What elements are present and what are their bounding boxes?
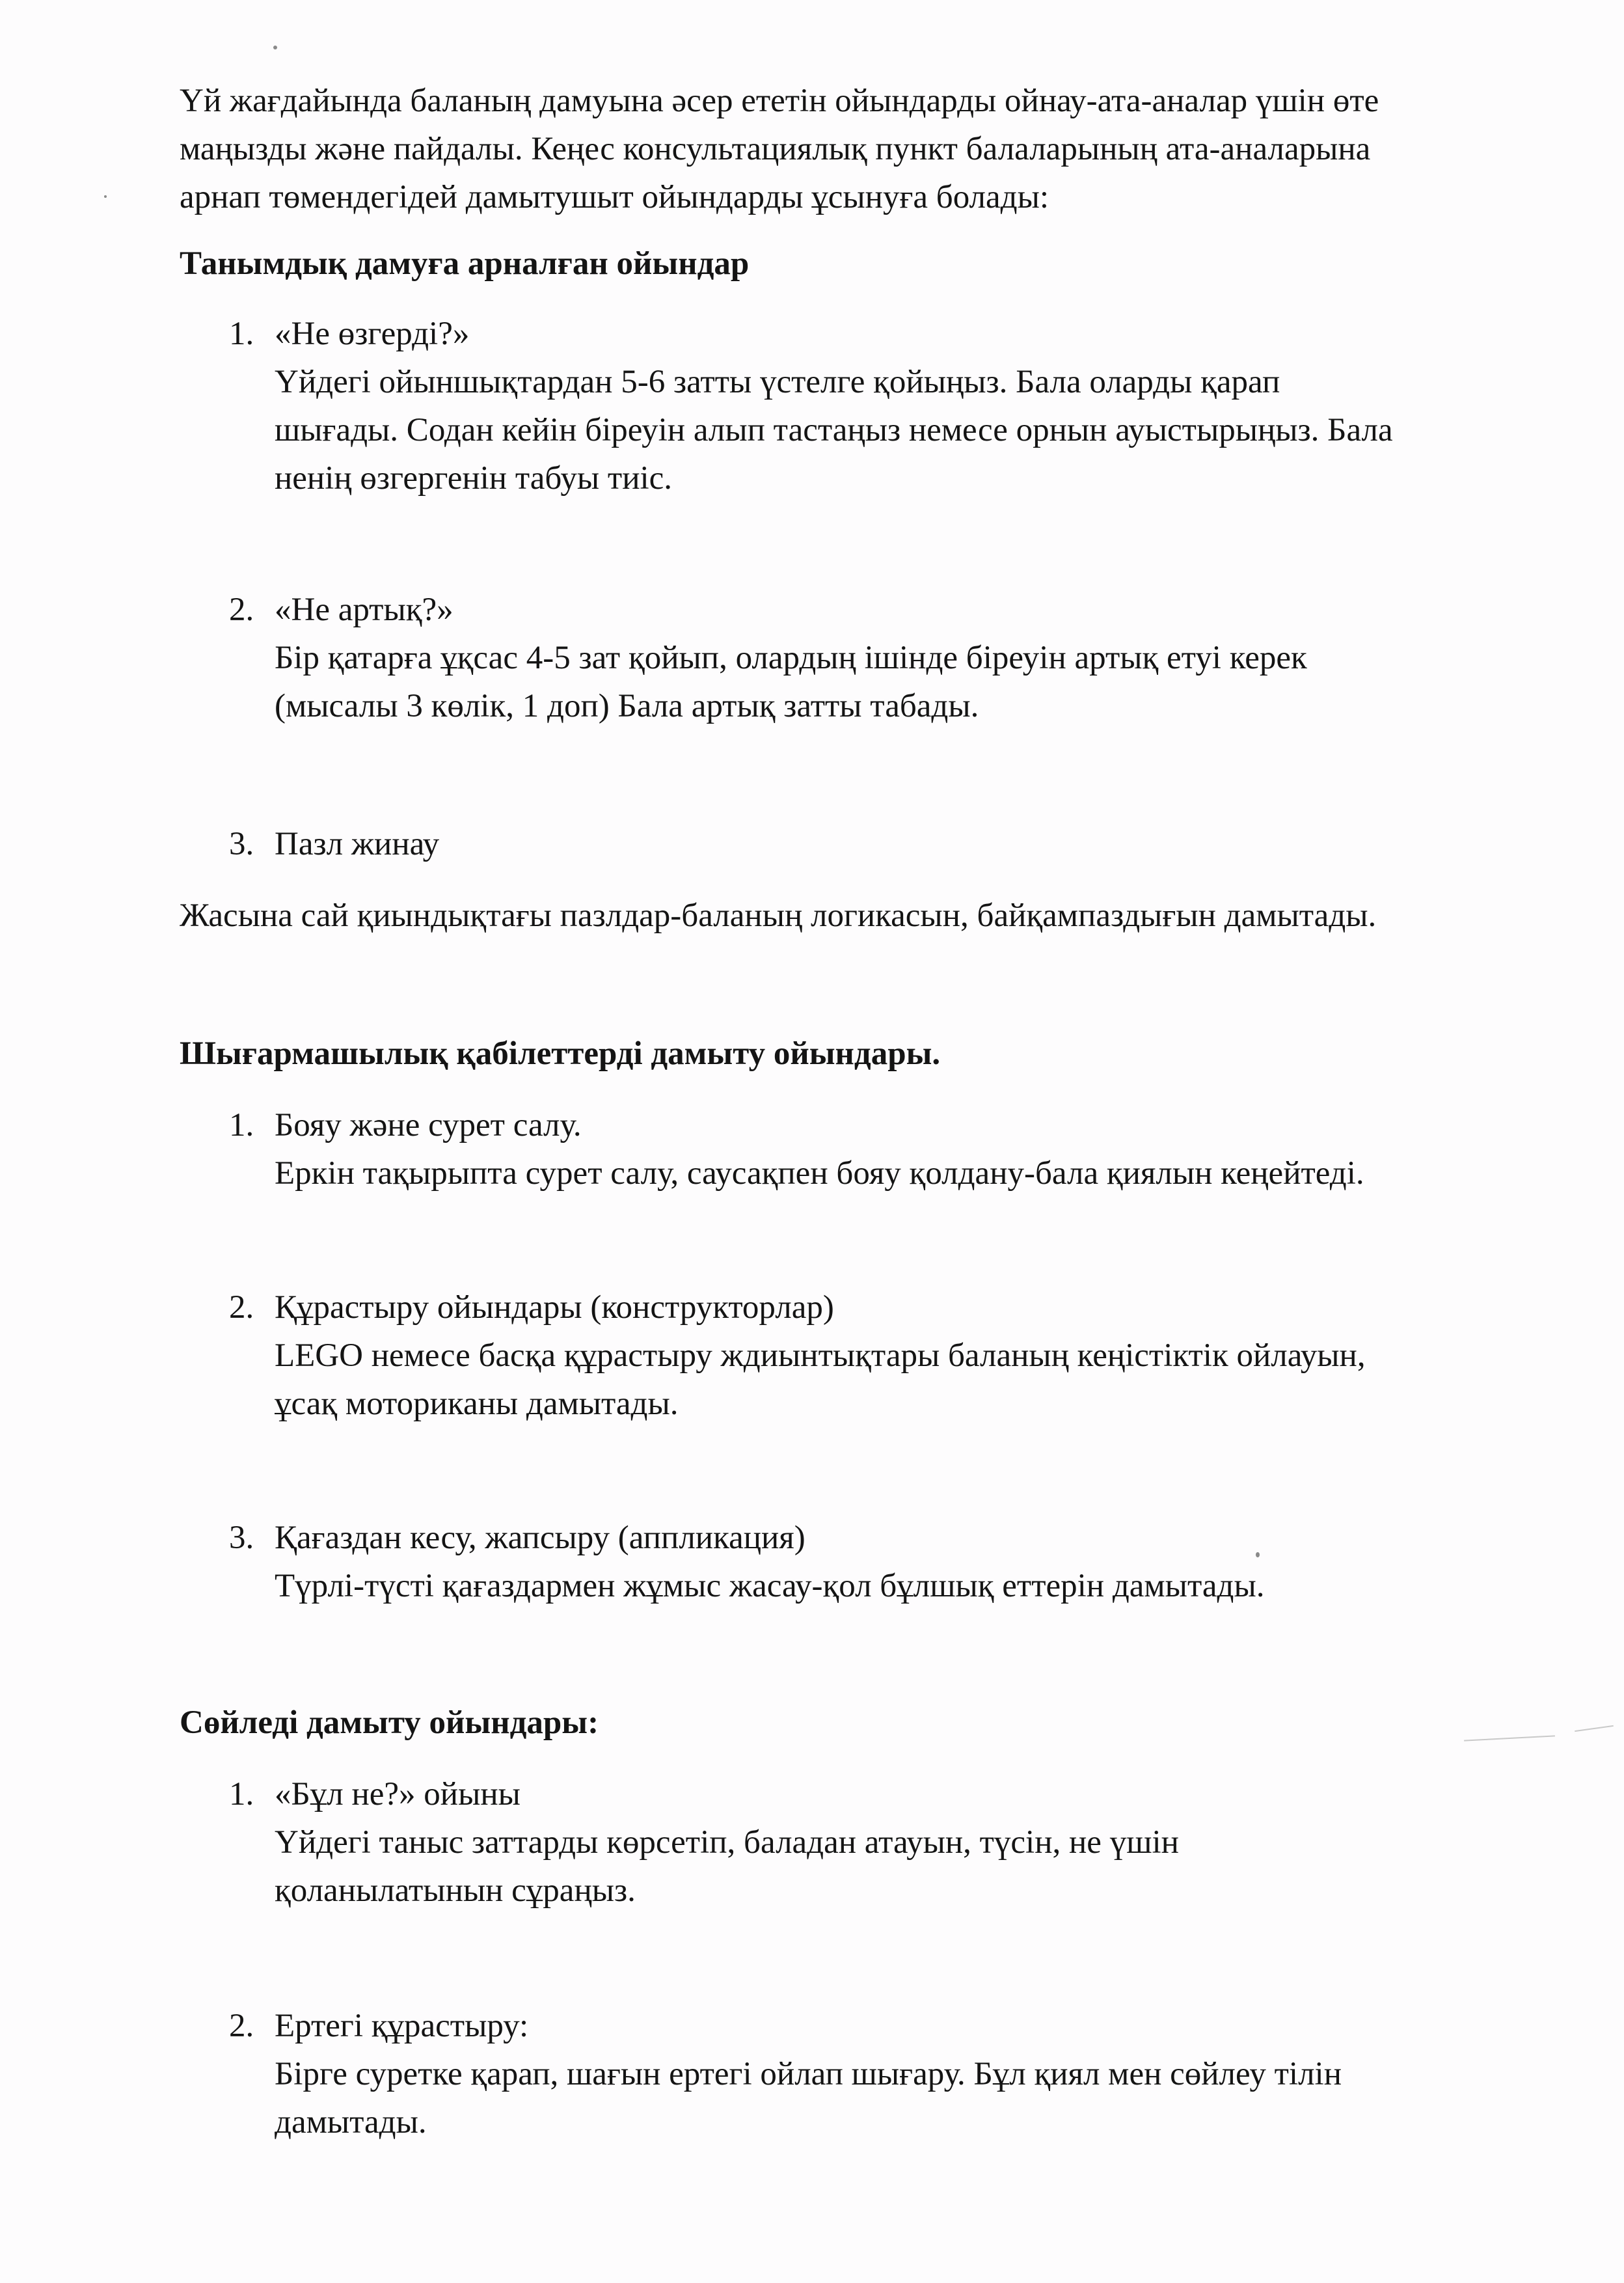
item-number: 1. bbox=[229, 1776, 254, 1812]
item-description-line: LEGO немесе басқа құрастыру ждиынтықтары баланың кеңістіктік ойлауын, bbox=[275, 1337, 1366, 1374]
item-title: Пазл жинау bbox=[275, 826, 440, 862]
item-description-line: Түрлі-түсті қағаздармен жұмыс жасау-қол бұлшық еттерін дамытады. bbox=[275, 1568, 1265, 1604]
item-description-line: Еркін тақырыпта сурет салу, саусақпен бояу қолдану-бала қиялын кеңейтеді. bbox=[275, 1155, 1364, 1192]
section-note: Жасына сай қиындықтағы пазлдар-баланың логикасын, байқампаздығын дамытады. bbox=[180, 897, 1377, 934]
scan-mark bbox=[1575, 1725, 1614, 1732]
item-title: Құрастыру ойындары (конструкторлар) bbox=[275, 1289, 834, 1326]
item-description-line: дамытады. bbox=[275, 2104, 427, 2140]
item-description-line: Бірге суретке қарап, шағын ертегі ойлап шығару. Бұл қиял мен сөйлеу тілін bbox=[275, 2056, 1342, 2092]
item-description-line: Үйдегі ойыншықтардан 5-6 затты үстелге қойыңыз. Бала оларды қарап bbox=[275, 364, 1280, 400]
item-number: 2. bbox=[229, 1289, 254, 1326]
item-number: 2. bbox=[229, 2008, 254, 2044]
list-item bbox=[229, 310, 1582, 502]
section-heading: Танымдық дамуға арналған ойындар bbox=[180, 245, 750, 282]
item-title: Ертегі құрастыру: bbox=[275, 2008, 529, 2044]
scan-mark bbox=[1464, 1735, 1555, 1741]
list-item bbox=[229, 1770, 1582, 1915]
intro-line: арнап төмендегідей дамытушыт ойындарды ұсынуға болады: bbox=[180, 179, 1049, 215]
item-description-line: ұсақ моториканы дамытады. bbox=[275, 1386, 679, 1422]
item-description-line: қоланылатынын сұраңыз. bbox=[275, 1872, 636, 1909]
item-description-line: шығады. Содан кейін біреуін алып тастаңыз немесе орнын ауыстырыңыз. Бала bbox=[275, 412, 1393, 448]
list-item bbox=[229, 2002, 1582, 2146]
scan-speck bbox=[273, 46, 277, 49]
list-item bbox=[229, 1101, 1582, 1197]
item-number: 3. bbox=[229, 1520, 254, 1556]
item-number: 1. bbox=[229, 1107, 254, 1143]
item-number: 1. bbox=[229, 316, 254, 352]
list-item bbox=[229, 1514, 1582, 1610]
item-title: Бояу және сурет салу. bbox=[275, 1107, 582, 1143]
item-description-line: ненің өзгергенін табуы тиіс. bbox=[275, 460, 673, 497]
item-description-line: Бір қатарға ұқсас 4-5 зат қойып, олардың ішінде біреуін артық етуі керек bbox=[275, 640, 1307, 676]
item-title: «Не артық?» bbox=[275, 592, 453, 628]
intro-line: Үй жағдайында баланың дамуына әсер ететін ойындарды ойнау-ата-аналар үшін өте bbox=[180, 83, 1379, 119]
item-title: «Бұл не?» ойыны bbox=[275, 1776, 521, 1812]
item-title: Қағаздан кесу, жапсыру (аппликация) bbox=[275, 1520, 805, 1556]
scan-speck bbox=[104, 195, 107, 198]
list-item bbox=[229, 586, 1582, 730]
item-number: 3. bbox=[229, 826, 254, 862]
intro-paragraph bbox=[180, 77, 1572, 221]
intro-line: маңызды және пайдалы. Кеңес консультациялық пункт балаларының ата-аналарына bbox=[180, 131, 1371, 167]
item-description-line: (мысалы 3 көлік, 1 доп) Бала артық затты табады. bbox=[275, 688, 979, 724]
section-heading: Шығармашылық қабілеттерді дамыту ойындары. bbox=[180, 1035, 941, 1072]
item-title: «Не өзгерді?» bbox=[275, 316, 470, 352]
section-heading: Сөйледі дамыту ойындары: bbox=[180, 1704, 599, 1741]
item-description-line: Үйдегі таныс заттарды көрсетіп, баладан атауын, түсін, не үшін bbox=[275, 1824, 1179, 1861]
item-number: 2. bbox=[229, 592, 254, 628]
list-item bbox=[229, 1283, 1582, 1428]
list-item bbox=[229, 820, 1582, 868]
